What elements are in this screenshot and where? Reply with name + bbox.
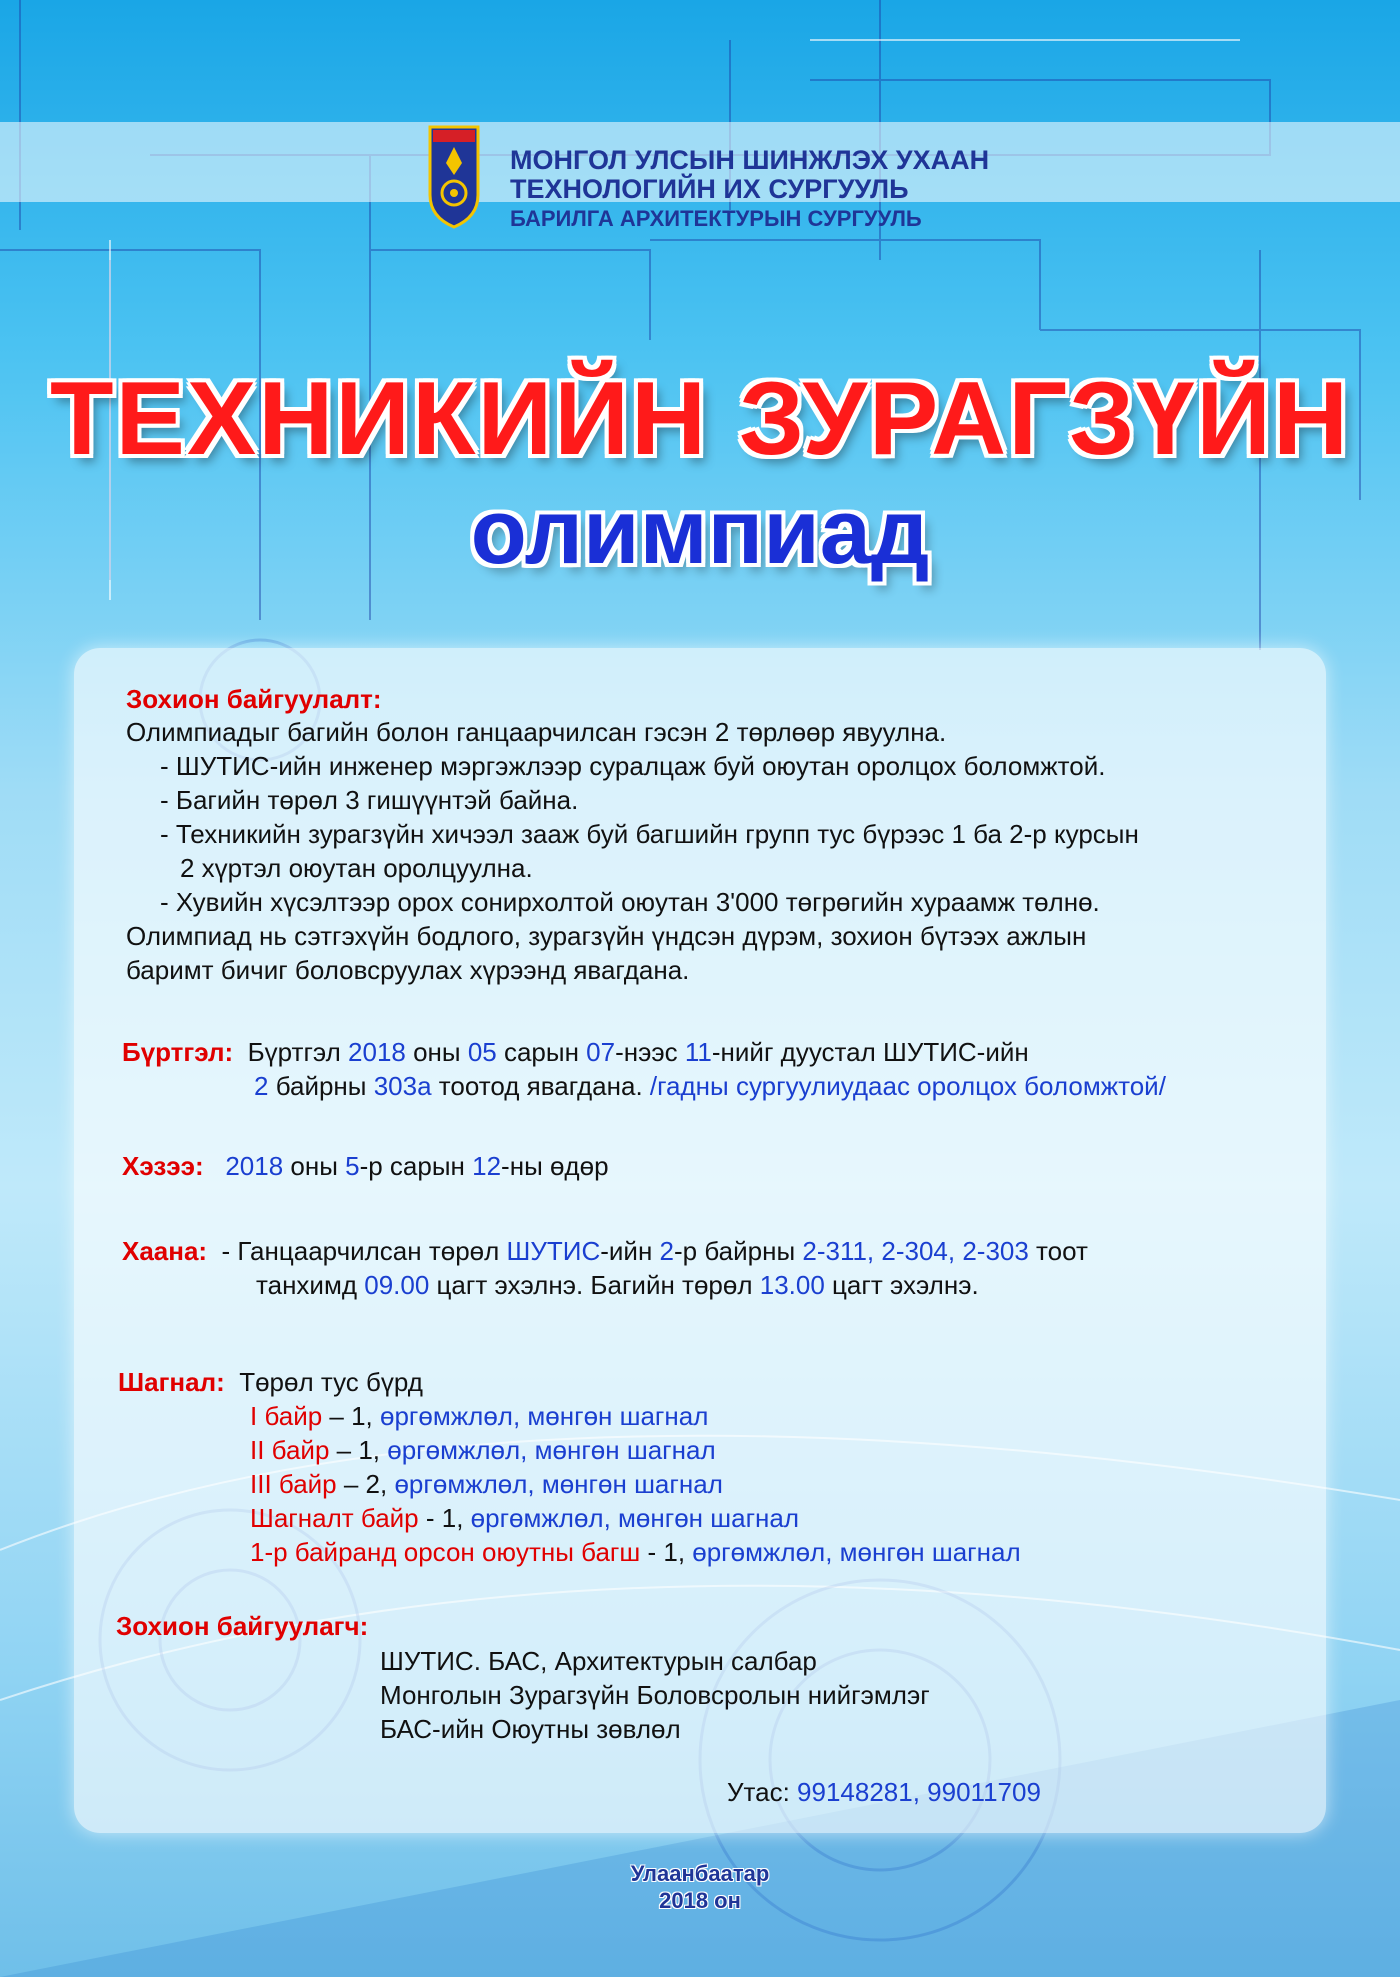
registration-heading: Бүртгэл: [122, 1037, 234, 1067]
where-text: цагт эхэлнэ. [824, 1270, 979, 1300]
organization-item-4: - Хувийн хүсэлтээр орох сонирхолтой оюутан 3'000 төгрөгийн хураамж төлнө. [160, 887, 1100, 917]
registration-line-1 [122, 1036, 1029, 1069]
prize-count: – 1, [322, 1401, 381, 1431]
registration-start-day: 07 [586, 1037, 616, 1067]
prize-row-5 [250, 1536, 1021, 1569]
contact-line [727, 1776, 1041, 1809]
prize-place: II байр [250, 1435, 330, 1465]
prize-row-2 [250, 1434, 716, 1467]
prize-place: 1-р байранд орсон оюутны багш [250, 1537, 641, 1567]
when-text: -ны өдөр [501, 1151, 609, 1181]
footer-city: Улаанбаатар [630, 1861, 770, 1886]
prize-description: өргөмжлөл, мөнгөн шагнал [380, 1401, 709, 1431]
where-text: - Ганцаарчилсан төрөл [221, 1236, 507, 1266]
where-text: цагт эхэлнэ. Багийн төрөл [429, 1270, 760, 1300]
prize-description: өргөмжлөл, мөнгөн шагнал [394, 1469, 723, 1499]
university-line-1: МОНГОЛ УЛСЫН ШИНЖЛЭХ УХААН [510, 145, 990, 175]
organization-item-3-cont: 2 хүртэл оюутан оролцуулна. [180, 853, 533, 883]
organizer-line-2: Монголын Зурагзүйн Боловсролын нийгэмлэг [380, 1680, 930, 1710]
prize-place: I байр [250, 1401, 323, 1431]
prize-row-3 [250, 1468, 723, 1501]
registration-text: оны [405, 1037, 468, 1067]
prizes-intro: Төрөл тус бүрд [239, 1367, 423, 1397]
registration-end-day: 11 [684, 1037, 712, 1067]
registration-year: 2018 [348, 1037, 406, 1067]
registration-text: сарын [496, 1037, 587, 1067]
prize-description: өргөмжлөл, мөнгөн шагнал [470, 1503, 800, 1533]
footer [0, 1860, 1400, 1914]
where-line-2 [256, 1269, 979, 1302]
organization-item-3: - Техникийн зурагзүйн хичээл зааж буй багшийн групп тус бүрээс 1 ба 2-р курсын [160, 819, 1139, 849]
prize-description: өргөмжлөл, мөнгөн шагнал [692, 1537, 1021, 1567]
registration-text: Бүртгэл [247, 1037, 349, 1067]
university-line-3: БАРИЛГА АРХИТЕКТУРЫН СУРГУУЛЬ [510, 206, 922, 231]
registration-text: тоотод явагдана. [431, 1071, 650, 1101]
individual-start-time: 09.00 [364, 1270, 430, 1300]
team-start-time: 13.00 [759, 1270, 825, 1300]
where-building: 2 [659, 1236, 674, 1266]
where-line-1 [122, 1235, 1088, 1268]
event-day: 12 [472, 1151, 502, 1181]
organization-intro: Олимпиадыг багийн болон ганцаарчилсан гэсэн 2 төрлөөр явуулна. [126, 717, 947, 747]
organization-item-2: - Багийн төрөл 3 гишүүнтэй байна. [160, 785, 579, 815]
prize-count: - 1, [418, 1503, 471, 1533]
prizes-intro-line [118, 1366, 423, 1399]
organization-heading: Зохион байгуулалт: [126, 684, 382, 714]
poster-subtitle: олимпиад [470, 481, 930, 583]
prize-row-1 [250, 1400, 708, 1433]
registration-line-2 [254, 1070, 1166, 1103]
organizer-line-1: ШУТИС. БАС, Архитектурын салбар [380, 1646, 817, 1676]
organization-outro-2: баримт бичиг боловсруулах хүрээнд явагдана. [126, 955, 690, 985]
where-rooms: 2-311, 2-304, 2-303 [802, 1236, 1029, 1266]
registration-text: -нийг дуустал ШУТИС-ийн [711, 1037, 1029, 1067]
event-month: 5 [345, 1151, 360, 1181]
organizers-heading: Зохион байгуулагч: [116, 1611, 369, 1641]
prize-description: өргөмжлөл, мөнгөн шагнал [387, 1435, 716, 1465]
prize-place: Шагналт байр [250, 1503, 419, 1533]
organization-outro-1: Олимпиад нь сэтгэхүйн бодлого, зурагзүйн үндсэн дүрэм, зохион бүтээх ажлын [126, 921, 1087, 951]
contact-label: Утас: [727, 1777, 798, 1807]
when-line [122, 1150, 609, 1183]
university-line-2: ТЕХНОЛОГИЙН ИХ СУРГУУЛЬ [510, 174, 909, 204]
registration-note: /гадны сургуулиудаас оролцох боломжтой/ [649, 1071, 1166, 1101]
organizer-line-3: БАС-ийн Оюутны зөвлөл [380, 1714, 681, 1744]
where-text: -ийн [600, 1236, 660, 1266]
where-heading: Хаана: [122, 1236, 208, 1266]
organization-item-1: - ШУТИС-ийн инженер мэргэжлээр суралцаж буй оюутан оролцох боломжтой. [160, 751, 1106, 781]
poster-title: ТЕХНИКИЙН ЗУРАГЗҮЙН [49, 361, 1351, 477]
prizes-heading: Шагнал: [118, 1367, 225, 1397]
university-name [510, 146, 989, 233]
registration-text: байрны [268, 1071, 374, 1101]
when-text: оны [283, 1151, 346, 1181]
prize-row-4 [250, 1502, 799, 1535]
when-text: -р сарын [359, 1151, 473, 1181]
registration-text: -нээс [615, 1037, 685, 1067]
where-text: -р байрны [674, 1236, 803, 1266]
registration-building: 2 [254, 1071, 269, 1101]
where-school: ШУТИС [506, 1236, 601, 1266]
contact-phones: 99148281, 99011709 [797, 1777, 1041, 1807]
event-year: 2018 [225, 1151, 284, 1181]
prize-count: – 1, [329, 1435, 388, 1465]
registration-room: 303а [373, 1071, 432, 1101]
university-logo [428, 125, 480, 229]
where-text: тоот [1028, 1236, 1088, 1266]
prize-place: III байр [250, 1469, 337, 1499]
footer-year: 2018 он [659, 1888, 741, 1913]
registration-month: 05 [467, 1037, 497, 1067]
when-heading: Хэзээ: [122, 1151, 204, 1181]
where-text: танхимд [256, 1270, 365, 1300]
prize-count: - 1, [640, 1537, 693, 1567]
prize-count: – 2, [336, 1469, 395, 1499]
